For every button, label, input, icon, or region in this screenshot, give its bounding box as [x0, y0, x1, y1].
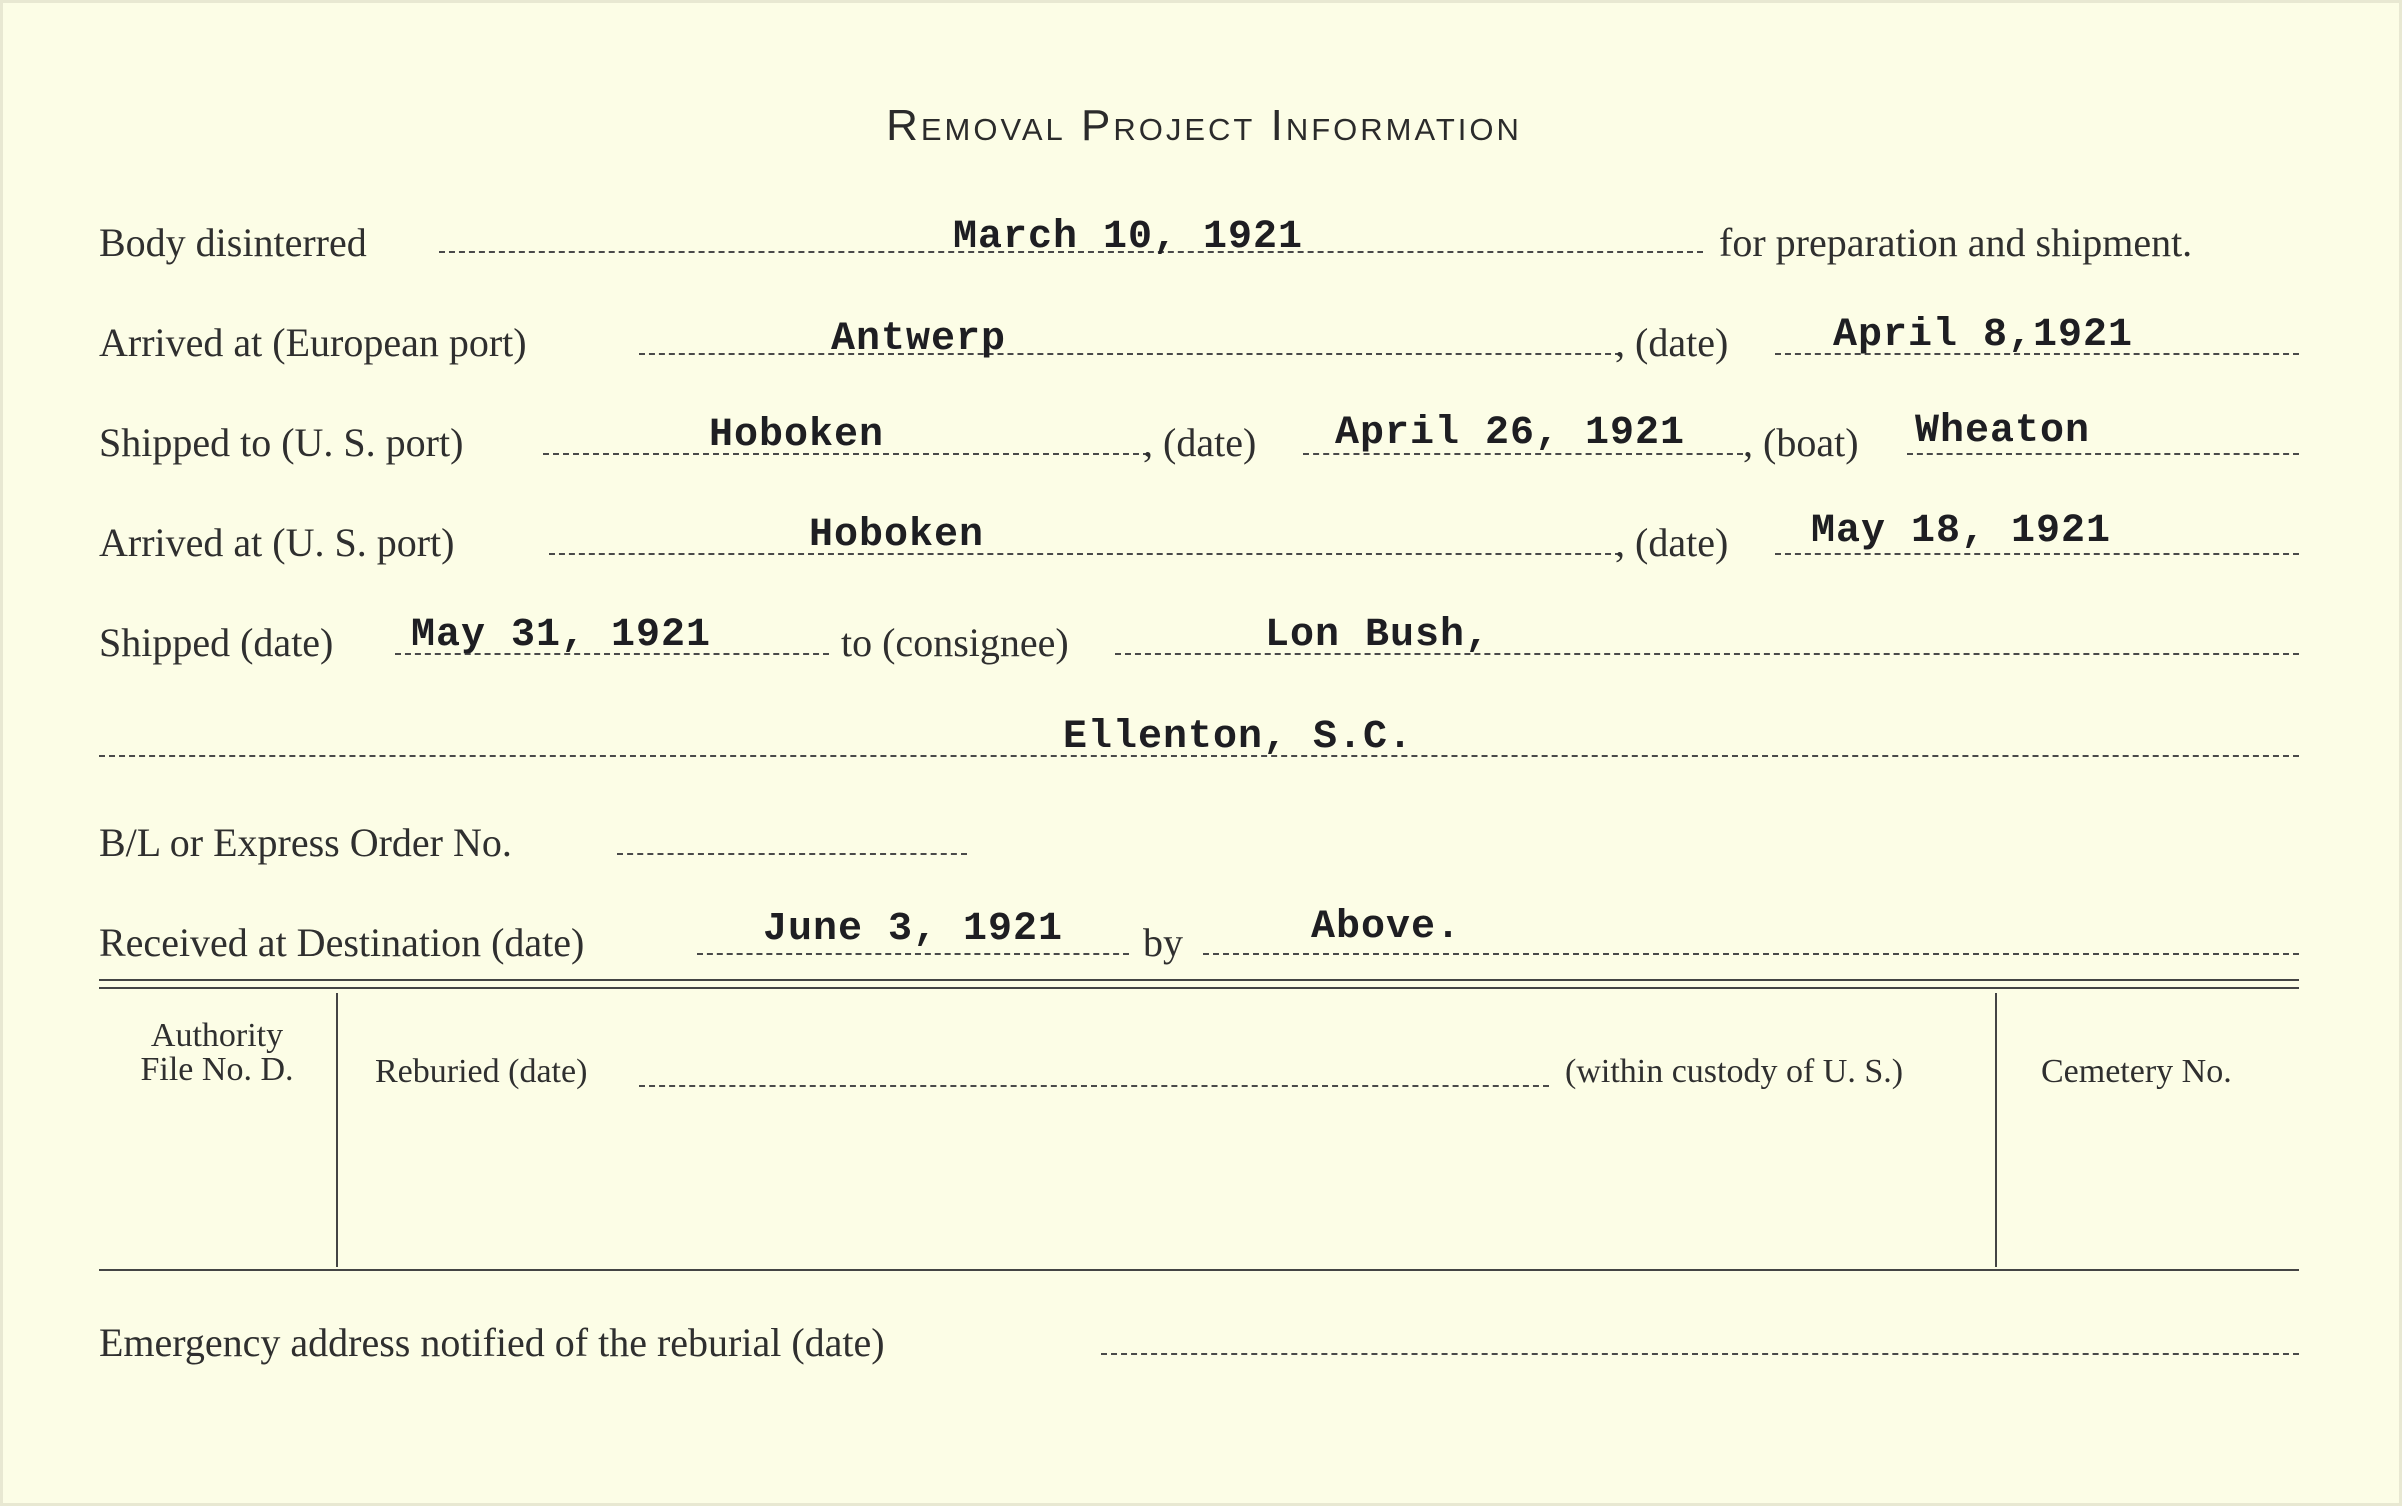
arrived-us-date-label: , (date) [1615, 520, 1729, 565]
by-label: by [1143, 920, 1183, 965]
reburied-line [639, 1085, 1549, 1087]
bl-label: B/L or Express Order No. [99, 820, 512, 865]
box-divider-right [1995, 993, 1997, 1267]
emergency-label: Emergency address notified of the reburial (date) [99, 1320, 885, 1365]
body-disinterred-label: Body disinterred [99, 220, 367, 265]
received-label: Received at Destination (date) [99, 920, 585, 965]
authority-line1: Authority [150, 1017, 284, 1054]
box-divider-left [336, 993, 338, 1267]
arrived-us-date: May 18, 1921 [1811, 509, 2112, 554]
reburied-label: Reburied (date) [375, 1053, 588, 1090]
box-bottom-rule [99, 1269, 2299, 1271]
arrived-us-label: Arrived at (U. S. port) [99, 520, 455, 565]
authority-label [103, 1019, 331, 1087]
shipped-to-date-label: , (date) [1143, 420, 1257, 465]
authority-line2: File No. D. [140, 1051, 294, 1088]
shipped-to-date: April 26, 1921 [1335, 411, 1686, 456]
box-top-rule-2 [99, 987, 2299, 989]
body-disinterred-value: March 10, 1921 [953, 215, 1304, 260]
box-top-rule [99, 979, 2299, 981]
body-disinterred-suffix: for preparation and shipment. [1719, 220, 2193, 265]
consignee-address: Ellenton, S.C. [1063, 715, 1414, 760]
arrived-european-date-label: , (date) [1615, 320, 1729, 365]
boat-label: , (boat) [1743, 420, 1859, 465]
shipped-to-label: Shipped to (U. S. port) [99, 420, 464, 465]
boat-value: Wheaton [1915, 409, 2091, 454]
arrived-us-line [549, 553, 1621, 555]
shipped-date-label: Shipped (date) [99, 620, 334, 665]
consignee-label: to (consignee) [841, 620, 1069, 665]
received-date: June 3, 1921 [763, 907, 1064, 952]
bl-line [617, 853, 967, 855]
received-by: Above. [1311, 905, 1462, 950]
shipped-date-value: May 31, 1921 [411, 613, 712, 658]
cemetery-label: Cemetery No. [2041, 1053, 2232, 1090]
arrived-european-line [639, 353, 1621, 355]
arrived-european-value: Antwerp [831, 317, 1007, 362]
form-title: Removal Project Information [886, 101, 1522, 150]
arrived-european-date: April 8,1921 [1833, 313, 2134, 358]
custody-label: (within custody of U. S.) [1565, 1053, 1904, 1090]
received-by-line [1203, 953, 2299, 955]
arrived-european-label: Arrived at (European port) [99, 320, 527, 365]
shipped-to-value: Hoboken [709, 413, 885, 458]
emergency-line [1101, 1353, 2299, 1355]
arrived-us-value: Hoboken [809, 513, 985, 558]
consignee-name: Lon Bush, [1265, 613, 1491, 658]
received-date-line [697, 953, 1129, 955]
